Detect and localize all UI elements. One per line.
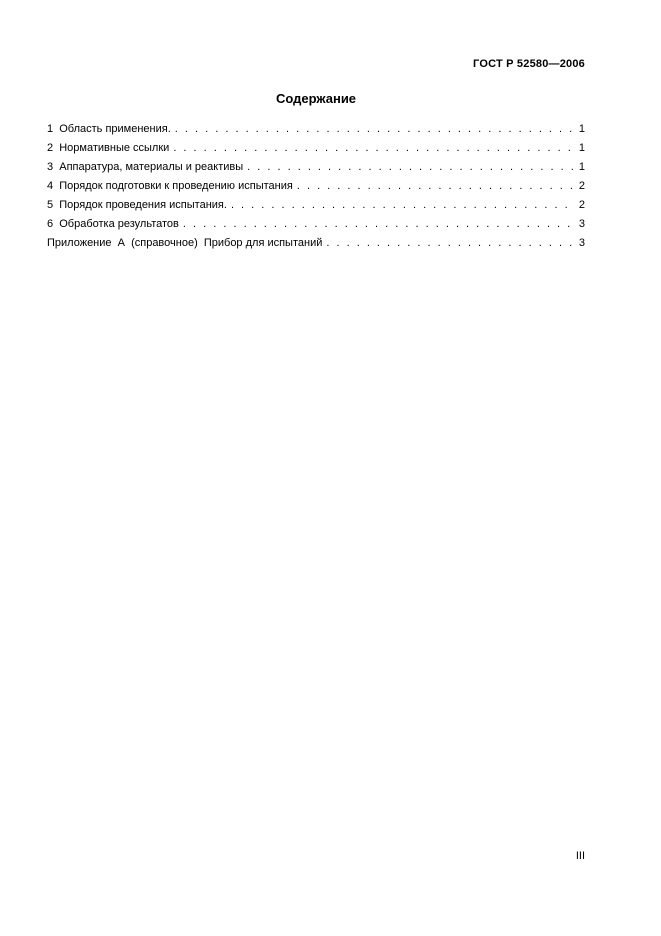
toc-entry bbox=[47, 180, 585, 199]
leader-dots bbox=[173, 142, 574, 152]
toc-entry-label: 1 Область применения. bbox=[47, 123, 171, 135]
toc-entry bbox=[47, 237, 585, 256]
page-number: III bbox=[575, 850, 585, 862]
toc-entry-label: 6 Обработка результатов bbox=[47, 218, 179, 230]
leader-dots bbox=[247, 161, 574, 171]
page-title: Содержание bbox=[275, 91, 357, 106]
toc-entry-page: 1 bbox=[578, 123, 585, 135]
toc-entry-label: 5 Порядок проведения испытания. bbox=[47, 199, 227, 211]
toc-entry bbox=[47, 142, 585, 161]
leader-dots bbox=[175, 123, 574, 133]
toc-entry-label: Приложение А (справочное) Прибор для испытаний bbox=[47, 237, 323, 249]
toc-entry-page: 1 bbox=[578, 161, 585, 173]
toc-entry-page: 2 bbox=[578, 199, 585, 211]
leader-dots bbox=[297, 180, 574, 190]
toc-entry-label: 2 Нормативные ссылки bbox=[47, 142, 170, 154]
toc-entry-page: 1 bbox=[578, 142, 585, 154]
toc-entry bbox=[47, 123, 585, 142]
toc-entry bbox=[47, 218, 585, 237]
toc-entry bbox=[47, 161, 585, 180]
toc-entry-page: 3 bbox=[578, 218, 585, 230]
toc-entry-label: 4 Порядок подготовки к проведению испытания bbox=[47, 180, 293, 192]
toc-entry-page: 2 bbox=[578, 180, 585, 192]
doc-reference: ГОСТ Р 52580—2006 bbox=[473, 58, 585, 70]
leader-dots bbox=[231, 199, 574, 209]
toc-entry-page: 3 bbox=[578, 237, 585, 249]
leader-dots bbox=[183, 218, 574, 228]
table-of-contents bbox=[47, 123, 585, 256]
leader-dots bbox=[326, 237, 574, 247]
toc-entry-label: 3 Аппаратура, материалы и реактивы bbox=[47, 161, 244, 173]
toc-entry bbox=[47, 199, 585, 218]
